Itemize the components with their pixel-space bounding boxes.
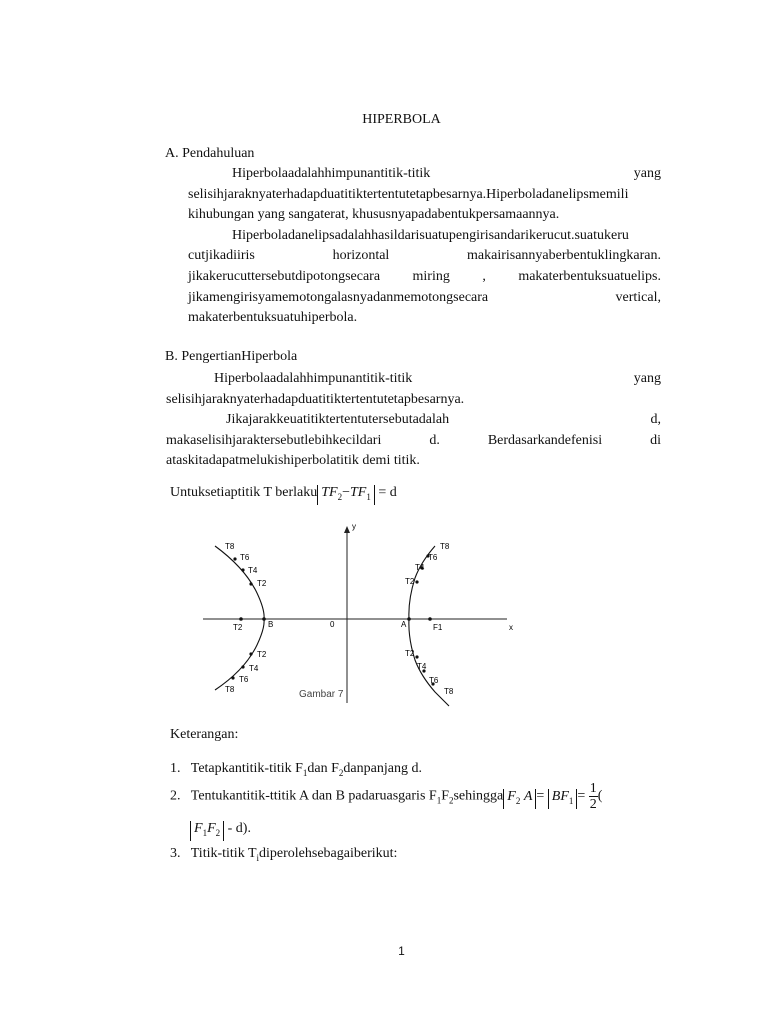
list-item [170, 846, 397, 863]
subscript: i [256, 852, 260, 863]
axis-y-label: y [352, 522, 356, 531]
y-axis-arrow [344, 526, 350, 533]
text-span: d, [650, 412, 661, 428]
point-label: T4 [249, 664, 259, 673]
keterangan-label: Keterangan: [170, 727, 239, 742]
f1f2-distance: $F_1F_2$ [190, 821, 224, 841]
bf1-distance: $BF_1$ [548, 789, 578, 809]
text-span: Tentukantitik-ttitik A dan B padaruasgaris F [190, 788, 437, 804]
focus-f1-label: F1 [433, 623, 443, 632]
equals-sign: = [577, 788, 586, 804]
section-a-paragraph [188, 164, 661, 329]
text-span: diperolehsebagaiberikut: [259, 846, 398, 861]
page-title: HIPERBOLA [362, 112, 441, 127]
text-line [166, 410, 661, 431]
fraction-one-half: $\frac{1}{2}$ [589, 781, 597, 812]
page-number: 1 [398, 944, 405, 958]
point-label: T2 [405, 649, 415, 658]
list-number: 3. [170, 846, 181, 861]
point-label: T6 [239, 675, 249, 684]
focus-left [239, 617, 243, 621]
curve-point [249, 652, 252, 655]
point-label: T4 [417, 662, 427, 671]
text-span: Tetapkantitik-titik F [190, 761, 303, 776]
formula-prefix: Untuksetiaptitik T berlaku [170, 485, 318, 500]
text-line: selisihjaraknyaterhadapduatitiktertentutetapbesarnya.Hiperboladanelipsmemili [188, 186, 629, 202]
text-span: Jikajarakkeuatitiktertentutersebutadalah [226, 412, 450, 428]
text-span: F [441, 788, 449, 804]
equals-sign: = [536, 788, 545, 804]
axis-x-label: x [509, 623, 513, 632]
text-span: Titik-titik T [190, 846, 257, 861]
curve-point [249, 582, 252, 585]
section-a-heading: A. Pendahuluan [165, 146, 255, 161]
text-line: cutjikadiiris horizontal makairisannyaberbentuklingkaran. [188, 248, 661, 264]
open-paren: ( [597, 788, 603, 804]
list-item: 1. Tetapkantitik-titik $F_1dan$ $F_2danpanjang$ d. [170, 761, 422, 778]
point-b-label: B [268, 620, 274, 629]
point-label: T8 [225, 685, 235, 694]
list-number: 1. [170, 761, 181, 776]
text-span: Hiperbolaadalahhimpunantitik-titik [232, 166, 431, 181]
curve-point [241, 568, 244, 571]
curve-point [231, 676, 234, 679]
curve-point [415, 655, 418, 658]
point-label: T4 [248, 566, 258, 575]
text-span: danpanjang d. [343, 761, 422, 776]
point-label: T6 [428, 553, 438, 562]
focus-left-label: T2 [233, 623, 243, 632]
point-label: T8 [444, 687, 454, 696]
hyperbola-figure [195, 518, 525, 708]
text-line: selisihjaraknyaterhadapduatitiktertentutetapbesarnya. [166, 391, 465, 407]
section-b-heading: B. PengertianHiperbola [165, 349, 298, 364]
point-label: T6 [429, 676, 439, 685]
point-a-label: A [401, 620, 407, 629]
text-line: ataskitadapatmelukishiperbolatitik demi titik. [166, 453, 420, 469]
point-a [407, 617, 411, 621]
curve-point [415, 580, 418, 583]
list-item: 2. Tentukantitik-ttitik A dan B padaruasgaris $F_1F_2sehingga$ $F_2$ $A = BF_1$ = $\frac{1}{2}$ ( [170, 781, 603, 812]
distance-difference-formula: $TF_2-TF_1$ [317, 485, 375, 505]
text-line: kihubungan yang sangaterat, khususnyapadabentukpersamaannya. [188, 207, 560, 223]
curve-point [241, 665, 244, 668]
point-b [262, 617, 266, 621]
list-number: 2. [170, 788, 181, 804]
point-label: T8 [225, 542, 235, 551]
f2a-distance: $F_2$ A [503, 789, 536, 809]
text-line: makaselisihjaraktersebutlebihkecildari d. Berdasarkandefenisi di [166, 432, 661, 448]
point-label: T2 [405, 577, 415, 586]
text-span: yang [633, 371, 661, 386]
formula-line [170, 485, 397, 505]
list-item-continuation [190, 821, 251, 841]
text-span: - d). [227, 821, 251, 836]
text-span: Hiperbolaadalahhimpunantitik-titik [214, 371, 413, 386]
point-label: T2 [257, 650, 267, 659]
text-line: jikakerucuttersebutdipotongsecara miring , makaterbentuksuatuelips. [188, 268, 661, 284]
section-b-paragraph [166, 369, 661, 472]
text-span: sehingga [453, 788, 504, 804]
figure-caption: Gambar 7 [299, 689, 344, 700]
text-line [188, 164, 661, 185]
point-label: T2 [257, 579, 267, 588]
text-line [166, 369, 661, 390]
point-label: T8 [440, 542, 450, 551]
text-line: jikamengirisyamemotongalasnyadanmemotongsecara vertical, [188, 289, 661, 305]
text-line: makaterbentuksuatuhiperbola. [188, 310, 358, 326]
curve-point [233, 557, 236, 560]
text-span: dan F [307, 761, 339, 776]
text-span: yang [633, 166, 661, 181]
point-label: T4 [415, 563, 425, 572]
text-line: Hiperboladanelipsadalahhasildarisuatupengirisandarikerucut.suatukeru [232, 227, 629, 243]
point-label: T6 [240, 553, 250, 562]
focus-f1 [428, 617, 432, 621]
origin-label: 0 [330, 620, 335, 629]
formula-suffix: = d [374, 485, 397, 500]
